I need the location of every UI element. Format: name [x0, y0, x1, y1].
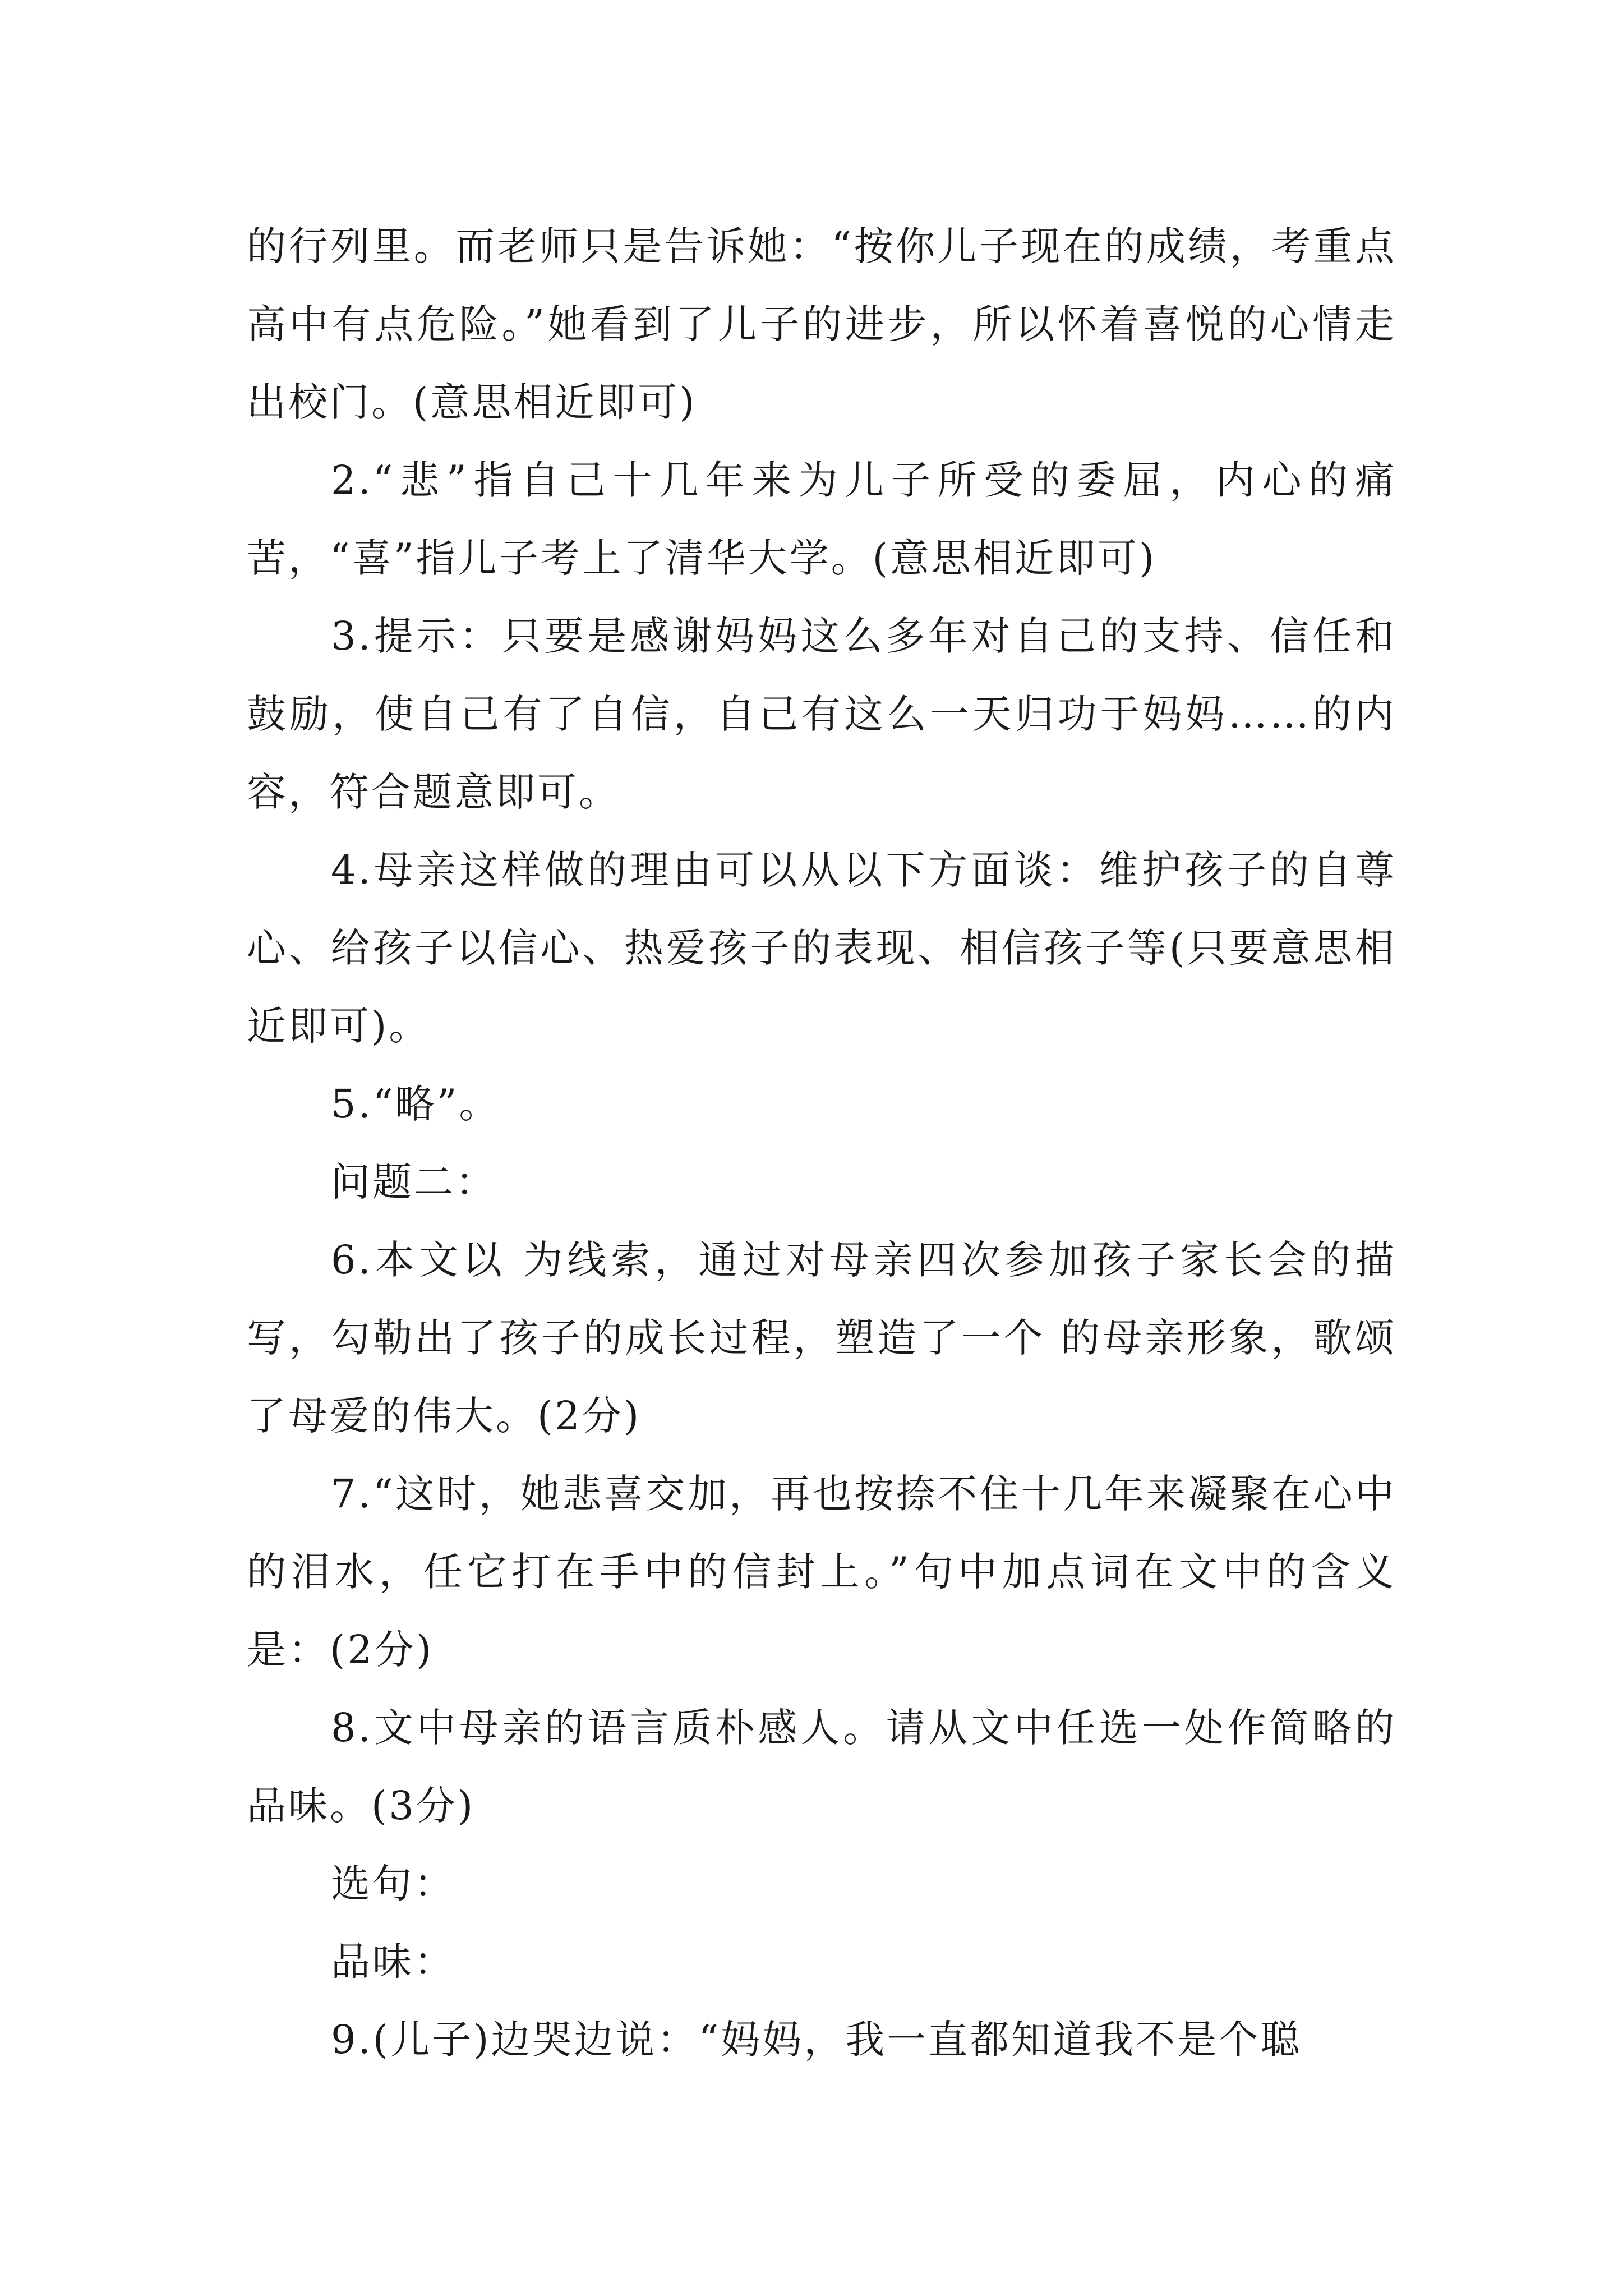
question-6: 6.本文以 为线索，通过对母亲四次参加孩子家长会的描写，勾勒出了孩子的成长过程，塑造了一个 的母亲形象，歌颂了母爱的伟大。(2分): [247, 1237, 1396, 1439]
answer-4: 4.母亲这样做的理由可以从以下方面谈：维护孩子的自尊心、给孩子以信心、热爱孩子的表现、相信孩子等(只要意思相近即可)。: [247, 847, 1396, 1049]
answer-2: 2.“悲”指自己十几年来为儿子所受的委屈，内心的痛苦，“喜”指儿子考上了清华大学。(意思相近即可): [247, 457, 1396, 581]
question-9: 9.(儿子)边哭边说：“妈妈，我一直都知道我不是个聪: [331, 2017, 1302, 2063]
document-body: [247, 208, 1396, 2079]
appreciation-label: 品味：: [331, 1939, 455, 1985]
question-8: 8.文中母亲的语言质朴感人。请从文中任选一处作简略的品味。(3分): [247, 1705, 1396, 1829]
section-heading-problem-2: 问题二：: [331, 1159, 497, 1205]
answer-1-continuation: 的行列里。而老师只是告诉她：“按你儿子现在的成绩，考重点高中有点危险。”她看到了儿子的进步，所以怀着喜悦的心情走出校门。(意思相近即可): [247, 223, 1396, 425]
question-7: 7.“这时，她悲喜交加，再也按捺不住十几年来凝聚在心中的泪水，任它打在手中的信封上。”句中加点词在文中的含义是：(2分): [247, 1471, 1396, 1673]
answer-3: 3.提示：只要是感谢妈妈这么多年对自己的支持、信任和鼓励，使自己有了自信，自己有这么一天归功于妈妈……的内容，符合题意即可。: [247, 613, 1396, 815]
selected-sentence-label: 选句：: [331, 1861, 455, 1907]
answer-5: 5.“略”。: [331, 1081, 501, 1127]
